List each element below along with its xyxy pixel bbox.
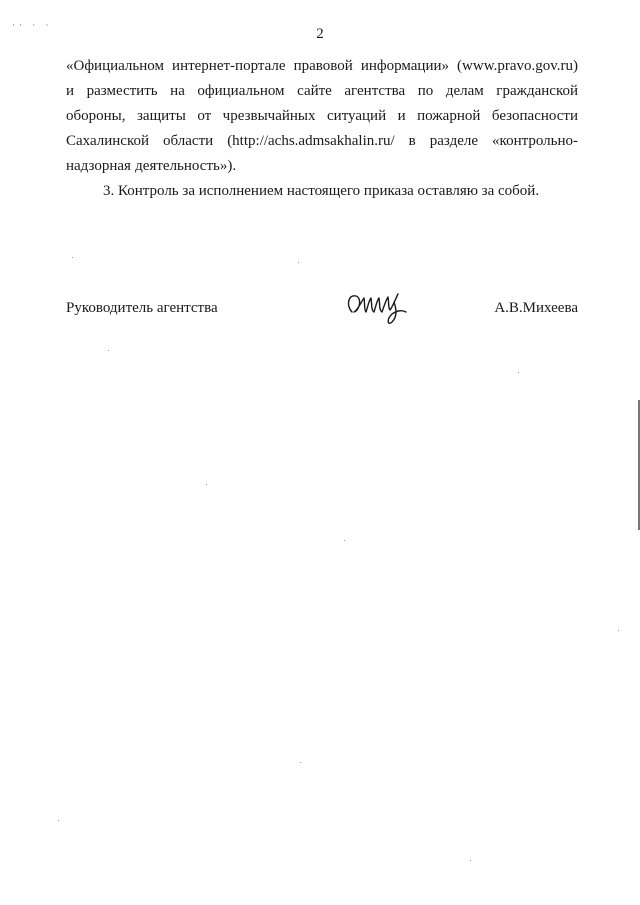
scan-speck [298,262,299,263]
scan-speck [300,762,301,763]
handwritten-signature [342,288,412,328]
signer-position: Руководитель агентства [66,300,218,316]
scan-speck [108,350,109,351]
paragraph-line: и разместить на официальном сайте агентства по делам гражданской [66,83,578,99]
scan-speck [518,372,519,373]
scan-speck [344,540,345,541]
body-text [66,54,578,204]
paragraph-line: надзорная деятельность»). [66,158,237,174]
scan-speck [470,860,471,861]
paragraph-line: обороны, защиты от чрезвычайных ситуаций и пожарной безопасности [66,108,578,124]
scan-speck [206,484,207,485]
scan-speck [618,630,619,631]
signature-block [66,300,578,330]
paragraph-line: «Официальном интернет-портале правовой информации» (www.pravo.gov.ru) [66,58,578,74]
paragraph-line: Сахалинской области (http://achs.admsakhalin.ru/ в разделе «контрольно- [66,133,578,149]
scan-speck [58,820,59,821]
page-number: 2 [316,26,324,42]
signer-name: А.В.Михеева [494,300,578,316]
scan-speck [72,257,73,258]
paragraph-item-3: 3. Контроль за исполнением настоящего приказа оставляю за собой. [103,183,540,199]
corner-scan-marks: ·· · · [12,20,53,30]
